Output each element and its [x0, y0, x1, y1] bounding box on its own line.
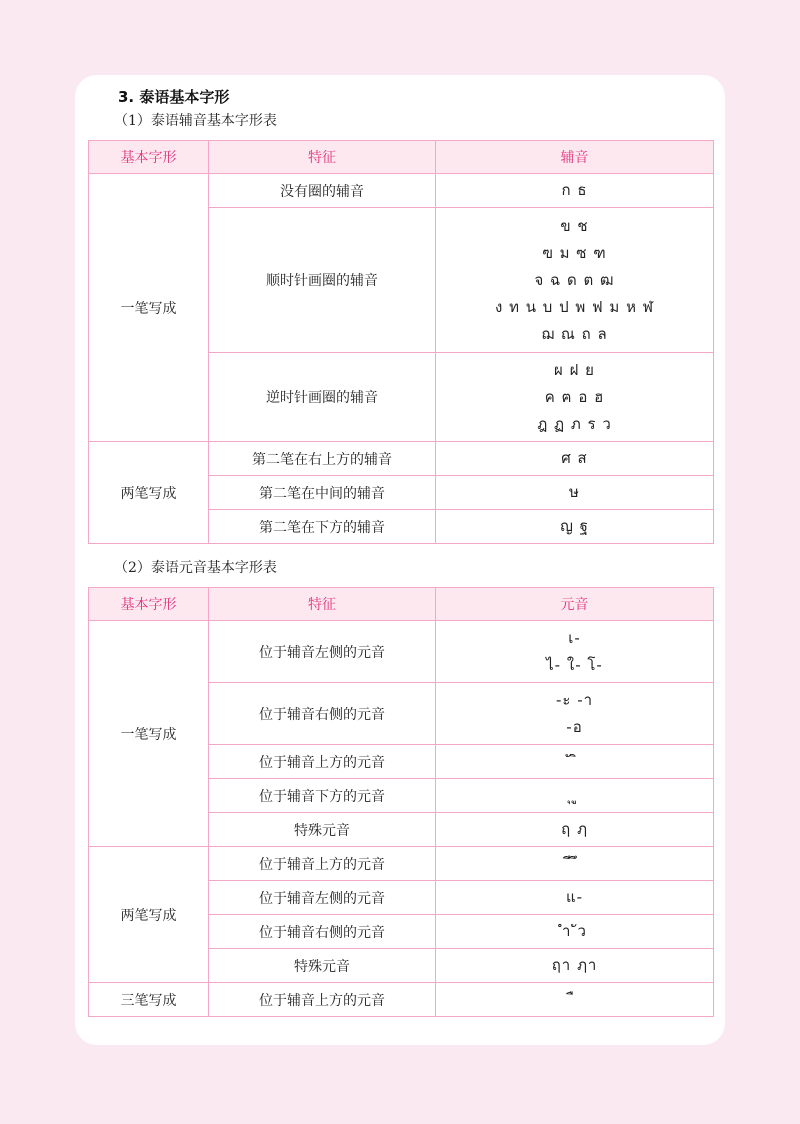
feature-cell: 特殊元音 [209, 949, 436, 983]
feature-cell: 位于辅音左侧的元音 [209, 621, 436, 683]
feature-cell: 位于辅音右侧的元音 [209, 683, 436, 745]
table-row [89, 174, 714, 208]
letter-cell [436, 510, 714, 544]
letter-line: ษ [569, 483, 580, 501]
consonant-table-title: （1）泰语辅音基本字形表 [114, 113, 277, 129]
letter-cell [436, 779, 714, 813]
feature-cell: 位于辅音上方的元音 [209, 745, 436, 779]
section-title: 3. 泰语基本字形 [118, 88, 230, 106]
letter-cell [436, 847, 714, 881]
header-vowel: 元音 [436, 588, 714, 621]
letter-line: ื [574, 990, 575, 1008]
letter-cell [436, 208, 714, 353]
letter-cell [436, 881, 714, 915]
header-basic-form: 基本字形 [89, 588, 209, 621]
group-label: 两笔写成 [89, 847, 209, 983]
header-consonant: 辅音 [436, 141, 714, 174]
letter-cell [436, 813, 714, 847]
group-label: 一笔写成 [89, 174, 209, 442]
letter-line: ฃ ม ซ ฑ [542, 243, 607, 262]
letter-line: ค ฅ อ ฮ [544, 387, 605, 406]
group-label: 一笔写成 [89, 621, 209, 847]
letter-cell [436, 983, 714, 1017]
header-feature: 特征 [209, 588, 436, 621]
letter-cell [436, 174, 714, 208]
letter-line: จ ฉ ด ต ฒ [534, 270, 615, 289]
letter-line: ง ท น บ ป พ ฟ ม ห ฬ [495, 297, 654, 316]
letter-line: ั ิ [570, 752, 579, 770]
header-feature: 特征 [209, 141, 436, 174]
group-label: 两笔写成 [89, 442, 209, 544]
feature-cell: 第二笔在右上方的辅音 [209, 442, 436, 476]
letter-line: ข ช [560, 216, 589, 235]
letter-line: เ- [568, 628, 581, 647]
table-row [89, 621, 714, 683]
letter-line: ำ ัว [562, 922, 587, 940]
feature-cell: 位于辅音右侧的元音 [209, 915, 436, 949]
table-row [89, 847, 714, 881]
group-label: 三笔写成 [89, 983, 209, 1017]
letter-line: ผ ฝ ย [554, 360, 595, 379]
feature-cell: 特殊元音 [209, 813, 436, 847]
vowel-table [88, 587, 714, 1017]
letter-line: ฎ ฏ ภ ร ว [537, 414, 612, 433]
letter-line: -ะ -า [555, 690, 594, 709]
feature-cell: 没有圈的辅音 [209, 174, 436, 208]
letter-line: ฤา ฦา [551, 956, 598, 974]
table-row [89, 983, 714, 1017]
consonant-table [88, 140, 714, 544]
feature-cell: 逆时针画圈的辅音 [209, 353, 436, 442]
letter-cell [436, 915, 714, 949]
letter-cell [436, 621, 714, 683]
letter-line: ไ- ใ- โ- [546, 655, 603, 674]
letter-cell [436, 353, 714, 442]
letter-cell [436, 476, 714, 510]
letter-line: -อ [566, 717, 583, 736]
header-basic-form: 基本字形 [89, 141, 209, 174]
feature-cell: 位于辅音上方的元音 [209, 847, 436, 881]
letter-line: ญ ฐ [560, 517, 589, 535]
letter-cell [436, 949, 714, 983]
feature-cell: 第二笔在中间的辅音 [209, 476, 436, 510]
letter-line: ศ ส [561, 449, 588, 467]
feature-cell: 顺时针画圈的辅音 [209, 208, 436, 353]
letter-line: ฤ ฦ [561, 820, 588, 838]
letter-cell [436, 745, 714, 779]
feature-cell: 位于辅音左侧的元音 [209, 881, 436, 915]
letter-line: ก ธ [561, 181, 588, 199]
feature-cell: 位于辅音上方的元音 [209, 983, 436, 1017]
table-row [89, 442, 714, 476]
feature-cell: 位于辅音下方的元音 [209, 779, 436, 813]
letter-cell [436, 683, 714, 745]
letter-line: ฌ ณ ถ ล [541, 324, 608, 343]
feature-cell: 第二笔在下方的辅音 [209, 510, 436, 544]
letter-cell [436, 442, 714, 476]
letter-line: ี ึ [570, 854, 579, 872]
letter-line: ุ ู [570, 786, 579, 804]
vowel-table-title: （2）泰语元音基本字形表 [114, 560, 277, 576]
letter-line: แ- [565, 888, 584, 906]
